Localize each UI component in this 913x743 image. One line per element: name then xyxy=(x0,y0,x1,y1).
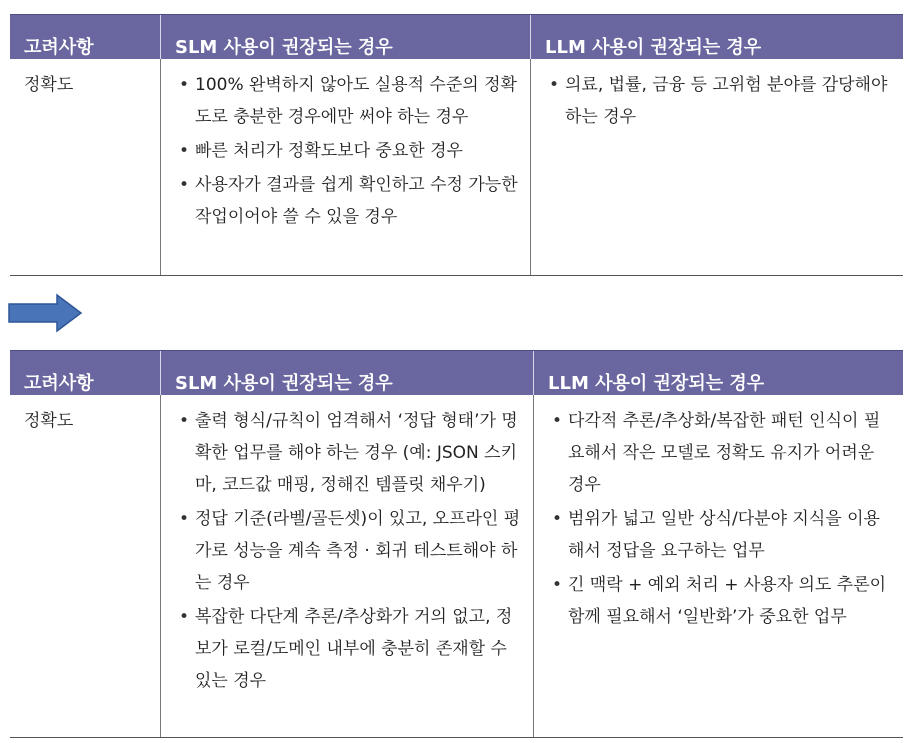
header-llm: LLM 사용이 권장되는 경우 xyxy=(545,37,762,58)
list-item: • 사용자가 결과를 쉽게 확인하고 수정 가능한 작업이어야 쓸 수 있을 경우 xyxy=(175,169,520,233)
list-item: • 긴 맥락 + 예외 처리 + 사용자 의도 추론이 함께 필요해서 ‘일반화’가 중요한 업무 xyxy=(548,569,893,633)
list-item: • 정답 기준(라벨/골든셋)이 있고, 오프라인 평가로 성능을 계속 측정 · 회귀 테스트해야 하는 경우 xyxy=(175,503,523,599)
list-item: • 다각적 추론/추상화/복잡한 패턴 인식이 필요해서 작은 모델로 정확도 유지가 어려운 경우 xyxy=(548,405,893,501)
llm-cell xyxy=(531,59,903,275)
header-slm: SLM 사용이 권장되는 경우 xyxy=(161,351,534,395)
list-item: • 범위가 넓고 일반 상식/다분야 지식을 이용해서 정답을 요구하는 업무 xyxy=(548,503,893,567)
llm-bullet-list xyxy=(548,405,893,633)
slm-cell xyxy=(161,395,534,737)
slm-cell xyxy=(161,59,531,275)
llm-cell xyxy=(534,395,903,737)
list-item: • 복잡한 다단계 추론/추상화가 거의 없고, 정보가 로컬/도메인 내부에 충분히 존재할 수 있는 경우 xyxy=(175,601,523,697)
table-row xyxy=(10,59,903,276)
header-consideration: 고려사항 xyxy=(10,351,161,395)
slm-bullet-list xyxy=(175,69,520,233)
row-label: 정확도 xyxy=(10,59,161,275)
list-item: • 100% 완벽하지 않아도 실용적 수준의 정확도로 충분한 경우에만 써야 하는 경우 xyxy=(175,69,520,133)
header-consideration: 고려사항 xyxy=(10,15,161,59)
row-label: 정확도 xyxy=(10,395,161,737)
table-header xyxy=(10,350,903,395)
right-arrow-icon xyxy=(7,293,83,333)
llm-bullet-list xyxy=(545,69,893,133)
header-llm: LLM 사용이 권장되는 경우 xyxy=(548,373,765,394)
list-item: • 의료, 법률, 금융 등 고위험 분야를 감당해야 하는 경우 xyxy=(545,69,893,133)
table-header xyxy=(10,14,903,59)
list-item: • 출력 형식/규칙이 엄격해서 ‘정답 형태’가 명확한 업무를 해야 하는 경우 (예: JSON 스키마, 코드값 매핑, 정해진 템플릿 채우기) xyxy=(175,405,523,501)
header-slm: SLM 사용이 권장되는 경우 xyxy=(161,15,531,59)
slm-bullet-list xyxy=(175,405,523,697)
table-row xyxy=(10,395,903,738)
comparison-table-before xyxy=(10,14,903,276)
list-item: • 빠른 처리가 정확도보다 중요한 경우 xyxy=(175,135,520,167)
comparison-table-after xyxy=(10,350,903,738)
